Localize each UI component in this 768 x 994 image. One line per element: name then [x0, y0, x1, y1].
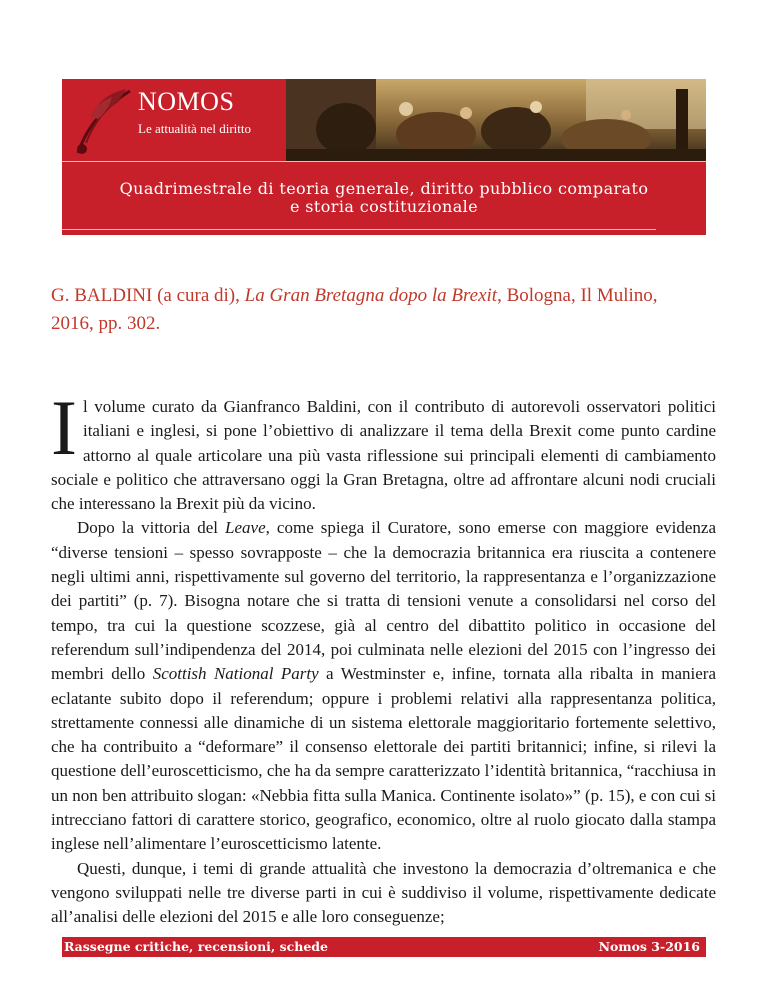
citation-year-pages: 2016, pp. 302. — [51, 313, 161, 334]
journal-banner — [62, 79, 706, 235]
paragraph-2-text-c: a Westminster e, infine, tornata alla ribalta in maniera eclatante subito dopo il referendum; oppure i problemi relativi alla rappresentanza politica, strettamente connessi alle dinamiche di un sistema elettorale maggioritario fortemente selettivo, che ha contribuito a “deformare” il consenso elettorale dei partiti britannici; infine, si rilevi la questione dell’euroscetticismo, che ha da sempre caratterizzato l’identità britannica, “racchiusa in un non ben attribuito slogan: «Nebbia fitta sulla Manica. Continente isolato»” (p. 15), e con cui si intrecciano fattori di carattere storico, geografico, economico, oltre al ruolo giocato dalla stampa inglese nell’alimentare l’euroscetticismo latente. — [51, 664, 716, 854]
snp-term: Scottish National Party — [152, 664, 319, 684]
drop-cap: I — [51, 384, 77, 471]
journal-tagline-line1: Quadrimestrale di teoria generale, diritto pubblico comparato — [119, 179, 649, 198]
citation-publisher: , Bologna, Il Mulino, — [497, 285, 658, 306]
paragraph-2 — [51, 516, 716, 856]
journal-title: NOMOS — [138, 87, 235, 116]
review-body — [51, 384, 716, 930]
leave-term: Leave — [225, 518, 266, 538]
citation-book-title: La Gran Bretagna dopo la Brexit — [244, 285, 498, 306]
journal-tagline-line2: e storia costituzionale — [289, 197, 479, 216]
paragraph-3-text: Questi, dunque, i temi di grande attualità che investono la democrazia d’oltremanica e che vengono sviluppati nelle tre diverse parti in cui è suddiviso il volume, rispettivamente dedicate all’analisi delle elezioni del 2015 e alle loro conseguenze; — [51, 858, 716, 927]
banner-divider-top — [62, 161, 706, 162]
banner-divider-bottom — [62, 229, 656, 230]
paragraph-1 — [51, 384, 716, 516]
nomos-logo-icon — [68, 83, 138, 163]
paragraph-2-text-b: , come spiega il Curatore, sono emerse con maggiore evidenza “diverse tensioni – spesso sovrapposte – che la democrazia britannica era riuscita a contenere negli ultimi anni, rispettivamente sul governo del territorio, la rappresentanza e l’organizzazione dei partiti” (p. 7). Bisogna notare che si tratta di tensioni venute a consolidarsi nel corso del tempo, tra cui la questione scozzese, già al centro del dibattito politico in occasione del referendum sull’indipendenza del 2014, poi culminata nelle elezioni del 2015 con l’ingresso dei membri dello — [51, 518, 716, 684]
banner-painting-icon — [286, 79, 706, 161]
citation-author: G. BALDINI (a cura di), — [51, 285, 245, 306]
journal-subtitle: Le attualità nel diritto — [138, 121, 251, 136]
paragraph-2-text-a: Dopo la vittoria del — [77, 518, 226, 538]
paragraph-3 — [51, 857, 716, 930]
book-citation — [51, 282, 731, 338]
paragraph-1-text: l volume curato da Gianfranco Baldini, con il contributo di autorevoli osservatori politici italiani e inglesi, si pone l’obiettivo di analizzare il tema della Brexit come punto cardine attorno al quale articolare una più vasta riflessione sui principali elementi di cambiamento sociale e politico che attraversano oggi la Gran Bretagna, oltre ad affrontare alcuni nodi cruciali che interessano la Brexit più da vicino. — [51, 397, 716, 514]
footer-section: Rassegne critiche, recensioni, schede — [64, 939, 328, 954]
footer-issue: Nomos 3-2016 — [598, 939, 700, 954]
page-footer — [62, 937, 706, 957]
